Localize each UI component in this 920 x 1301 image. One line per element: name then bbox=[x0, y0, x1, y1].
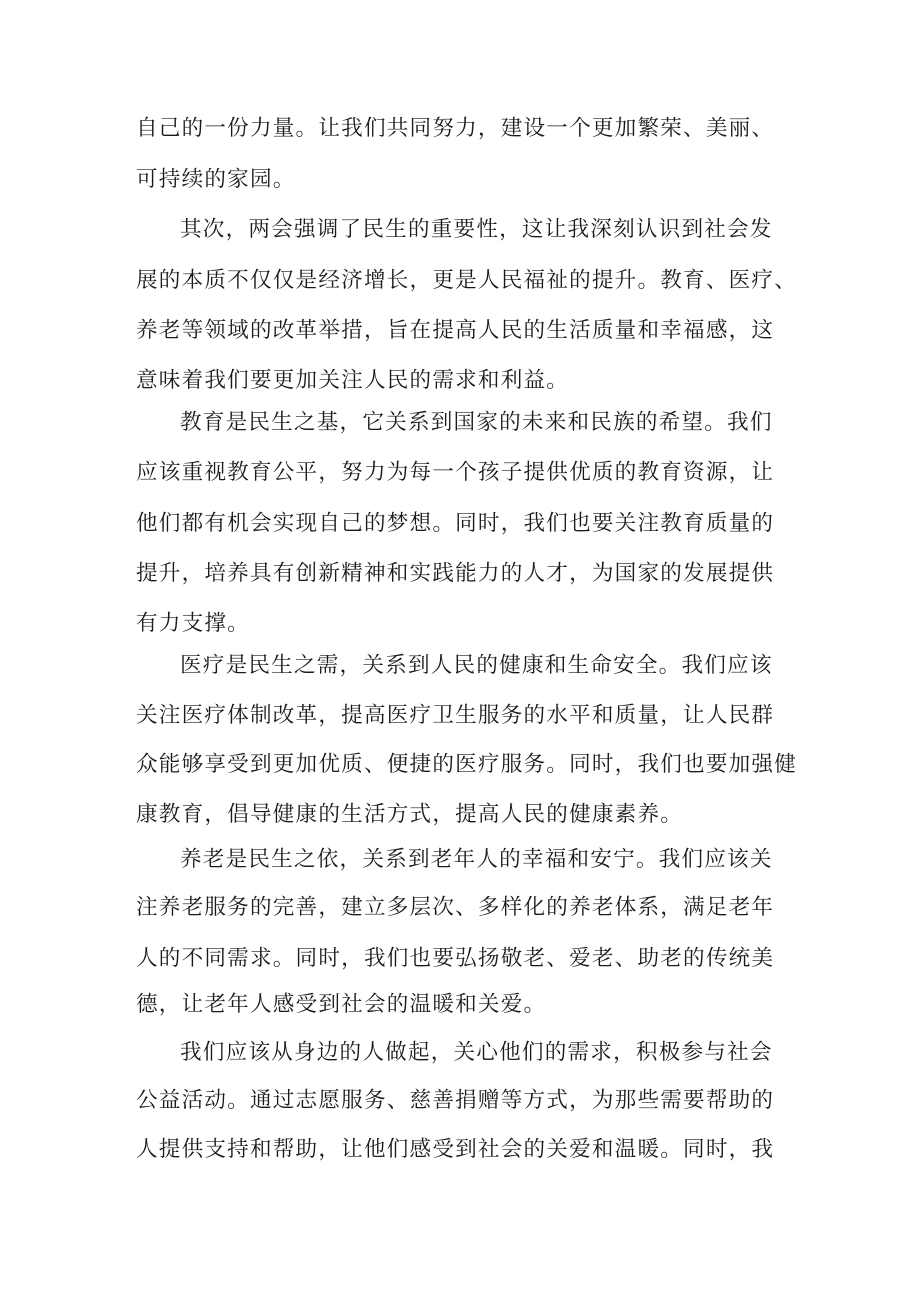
paragraph-line: 德，让老年人感受到社会的温暖和关爱。 bbox=[136, 992, 547, 1017]
paragraph-line: 关注医疗体制改革，提高医疗卫生服务的水平和质量，让人民群 bbox=[136, 703, 775, 728]
paragraph-line: 人提供支持和帮助，让他们感受到社会的关爱和温暖。同时，我 bbox=[136, 1137, 775, 1162]
paragraph-line: 展的本质不仅仅是经济增长，更是人民福祉的提升。教育、医疗、 bbox=[136, 268, 798, 293]
paragraph-line: 意味着我们要更加关注人民的需求和利益。 bbox=[136, 368, 570, 393]
paragraph-line: 可持续的家园。 bbox=[136, 167, 296, 192]
paragraph-line: 自己的一份力量。让我们共同努力，建设一个更加繁荣、美丽、 bbox=[136, 116, 775, 141]
paragraph-first-line: 其次，两会强调了民生的重要性，这让我深刻认识到社会发 bbox=[180, 217, 773, 242]
paragraph-line: 公益活动。通过志愿服务、慈善捐赠等方式，为那些需要帮助的 bbox=[136, 1088, 775, 1113]
paragraph-line: 注养老服务的完善，建立多层次、多样化的养老体系，满足老年 bbox=[136, 895, 775, 920]
paragraph-line: 众能够享受到更加优质、便捷的医疗服务。同时，我们也要加强健 bbox=[136, 752, 798, 777]
paragraph-line: 养老等领域的改革举措，旨在提高人民的生活质量和幸福感，这 bbox=[136, 318, 775, 343]
paragraph-first-line: 我们应该从身边的人做起，关心他们的需求，积极参与社会 bbox=[180, 1040, 773, 1065]
paragraph-first-line: 医疗是民生之需，关系到人民的健康和生命安全。我们应该 bbox=[180, 653, 773, 678]
paragraph-line: 提升，培养具有创新精神和实践能力的人才，为国家的发展提供 bbox=[136, 561, 775, 586]
paragraph-first-line: 养老是民生之依，关系到老年人的幸福和安宁。我们应该关 bbox=[180, 847, 773, 872]
paragraph-line: 应该重视教育公平，努力为每一个孩子提供优质的教育资源，让 bbox=[136, 460, 775, 485]
paragraph-line: 康教育，倡导健康的生活方式，提高人民的健康素养。 bbox=[136, 802, 684, 827]
paragraph-line: 有力支撑。 bbox=[136, 611, 250, 636]
paragraph-line: 他们都有机会实现自己的梦想。同时，我们也要关注教育质量的 bbox=[136, 511, 775, 536]
paragraph-line: 人的不同需求。同时，我们也要弘扬敬老、爱老、助老的传统美 bbox=[136, 946, 775, 971]
paragraph-first-line: 教育是民生之基，它关系到国家的未来和民族的希望。我们 bbox=[180, 410, 773, 435]
